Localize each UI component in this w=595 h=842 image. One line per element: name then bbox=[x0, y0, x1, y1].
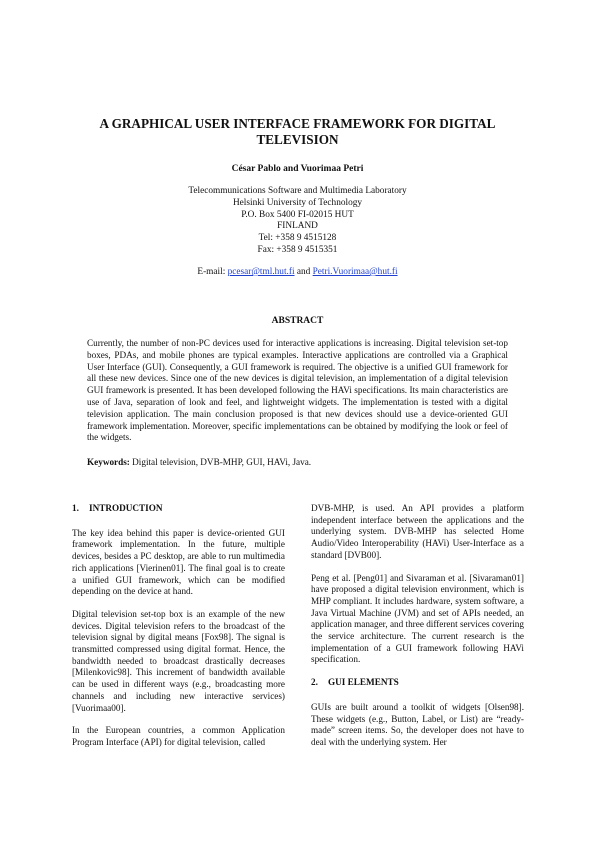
paper-title: A GRAPHICAL USER INTERFACE FRAMEWORK FOR DIGITAL TELEVISION bbox=[99, 116, 496, 147]
author-names: César Pablo and Vuorimaa Petri bbox=[231, 164, 364, 174]
right-column bbox=[311, 503, 524, 760]
email-link-pcesar[interactable]: pcesar@tml.hut.fi bbox=[227, 267, 295, 277]
abstract-heading: ABSTRACT bbox=[271, 316, 324, 326]
section-title: GUI ELEMENTS bbox=[328, 677, 399, 688]
email-line bbox=[70, 267, 525, 277]
email-link-vuorimaa[interactable]: Petri.Vuorimaa@hut.fi bbox=[312, 267, 398, 277]
affiliation-line: FINLAND bbox=[277, 221, 318, 232]
left-column bbox=[72, 503, 285, 760]
email-joiner: and bbox=[294, 267, 313, 277]
section-number: 2. bbox=[311, 677, 318, 688]
section-heading-gui-elements bbox=[311, 677, 524, 689]
email-prefix: E-mail: bbox=[197, 267, 228, 277]
keywords-text: Digital television, DVB-MHP, GUI, HAVi, Java. bbox=[129, 457, 312, 467]
paragraph: DVB-MHP, is used. An API provides a platform independent interface between the applications and the underlying system. DVB-MHP has selected Home Audio/Video Interoperability (HAVi) User-Interface as a standard [DVB00]. bbox=[311, 503, 524, 560]
paragraph: In the European countries, a common Application Program Interface (API) for digital television, called bbox=[72, 725, 285, 747]
section-title: INTRODUCTION bbox=[89, 503, 163, 513]
affiliation-line: Helsinki University of Technology bbox=[232, 197, 363, 208]
paragraph: The key idea behind this paper is device-oriented GUI framework implementation. In the future, multiple devices, besides a PC desktop, are able to run multimedia rich applications [Vierinen01]. The final goal is to create a unified GUI framework, which can be modified depending on the device at hand. bbox=[72, 527, 285, 597]
affiliation-line: P.O. Box 5400 FI-02015 HUT bbox=[241, 209, 354, 220]
affiliation-line: Tel: +358 9 4515128 bbox=[258, 233, 337, 244]
affiliation-block bbox=[70, 186, 525, 257]
keywords-line bbox=[87, 457, 508, 467]
section-heading-introduction bbox=[72, 503, 285, 515]
affiliation-line: Fax: +358 9 4515351 bbox=[257, 244, 338, 255]
keywords-label: Keywords: bbox=[87, 457, 130, 467]
paragraph: Peng et al. [Peng01] and Sivaraman et al. [Sivaraman01] have proposed a digital television environment, which is MHP compliant. It includes hardware, system software, a Java Virtual Machine (JVM) and set of APIs needed, an application manager, and three different services covering the service architecture. The current research is the implementation of a GUI framework following HAVi specification. bbox=[311, 572, 524, 665]
paragraph: Digital television set-top box is an example of the new devices. Digital television refers to the broadcast of the television signal by digital means [Fox98]. The signal is transmitted compressed using digital format. Hence, the bandwidth needed to broadcast drastically decreases [Milenkovic98]. This increment of bandwidth available can be used in different ways (e.g., broadcasting more channels and including new interactive services) [Vuorimaa00]. bbox=[72, 608, 285, 713]
abstract-text: Currently, the number of non-PC devices used for interactive applications is increasing. Digital television set-top boxes, PDAs, and mobile phones are typical examples. Interactive applications are controlled via a Graphical User Interface (GUI). Consequently, a GUI framework is required. The objective is a unified GUI framework for all these new devices. Since one of the new devices is digital television, an implementation of a digital television GUI framework is presented. It has been developed following the HAVi specifications. Its main characteristics are use of Java, separation of look and feel, and lightweight widgets. The implementation is tested with a digital television application. The main conclusion proposed is that new devices should use a device-oriented GUI framework implementation. Moreover, specific implementations can be obtained by modifying the look or feel of the widgets. bbox=[87, 338, 508, 443]
paragraph: GUIs are built around a toolkit of widgets [Olsen98]. These widgets (e.g., Button, Label, or List) are “ready-made” screen items. So, the developer does not have to deal with the underlying system. Her bbox=[311, 701, 524, 747]
affiliation-line: Telecommunications Software and Multimedia Laboratory bbox=[188, 186, 407, 196]
section-number: 1. bbox=[72, 503, 79, 513]
